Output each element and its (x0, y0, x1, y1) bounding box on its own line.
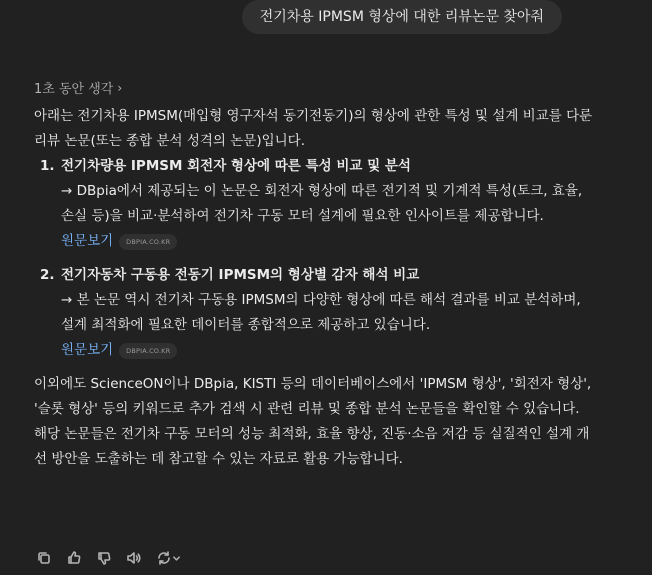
paper-title: 전기차량용 IPMSM 회전자 형상에 따른 특성 비교 및 분석 (61, 158, 411, 174)
thumbs-down-icon (96, 550, 112, 566)
list-item (34, 154, 594, 254)
thought-label: 1초 동안 생각 (34, 82, 114, 97)
good-response-button[interactable] (64, 548, 84, 568)
user-message-bubble: 전기차용 IPMSM 형상에 대한 리뷰논문 찾아줘 (242, 0, 562, 34)
chevron-down-icon (172, 554, 181, 563)
original-link[interactable]: 원문보기 (61, 342, 114, 358)
bad-response-button[interactable] (94, 548, 114, 568)
chevron-right-icon: › (117, 80, 123, 95)
thought-toggle[interactable] (34, 78, 122, 97)
read-aloud-button[interactable] (124, 548, 144, 568)
paper-description: → 본 논문 역시 전기차 구동용 IPMSM의 다양한 형상에 따른 해석 결과를 비교 분석하며, 설계 최적화에 필요한 데이터를 종합적으로 제공하고 있습니다. (61, 292, 581, 333)
copy-icon (36, 550, 52, 566)
paper-description: → DBpia에서 제공되는 이 논문은 회전자 형상에 따른 전기적 및 기계적 특성(토크, 효율, 손실 등)을 비교·분석하여 전기차 구동 모터 설계에 필요한 인사이트를 제공합니다. (61, 183, 583, 224)
additional-info-paragraph: 이외에도 ScienceON이나 DBpia, KISTI 등의 데이터베이스에서 'IPMSM 형상', '회전자 형상', '슬롯 형상' 등의 키워드로 추가 검색 시 관련 리뷰 및 종합 분석 논문들을 확인할 수 있습니다. (34, 376, 592, 417)
copy-button[interactable] (34, 548, 54, 568)
intro-text: 아래는 전기차용 IPMSM(매입형 영구자석 동기전동기)의 형상에 관한 특성 및 설계 비교를 다룬 리뷰 논문(또는 종합 분석 성격의 논문)입니다. (34, 108, 593, 149)
original-link[interactable]: 원문보기 (61, 233, 114, 249)
summary-paragraph: 해당 논문들은 전기차 구동 모터의 성능 최적화, 효율 향상, 진동·소음 저감 등 실질적인 설계 개선 방안을 도출하는 데 참고할 수 있는 자료로 활용 가능합니다. (34, 426, 590, 467)
source-row (61, 338, 594, 363)
paper-title: 전기자동차 구동용 전동기 IPMSM의 형상별 감자 해석 비교 (61, 267, 420, 283)
assistant-answer (34, 104, 594, 472)
regenerate-button[interactable] (154, 548, 182, 568)
list-number: 1. (40, 158, 55, 174)
list-number: 2. (40, 267, 55, 283)
paper-list (34, 154, 594, 363)
source-row (61, 229, 594, 254)
source-badge[interactable]: DBPIA.CO.KR (119, 343, 177, 359)
message-actions (34, 548, 182, 568)
speaker-icon (126, 550, 142, 566)
source-badge[interactable]: DBPIA.CO.KR (119, 234, 177, 250)
thumbs-up-icon (66, 550, 82, 566)
regenerate-icon (156, 550, 172, 566)
list-item (34, 263, 594, 363)
